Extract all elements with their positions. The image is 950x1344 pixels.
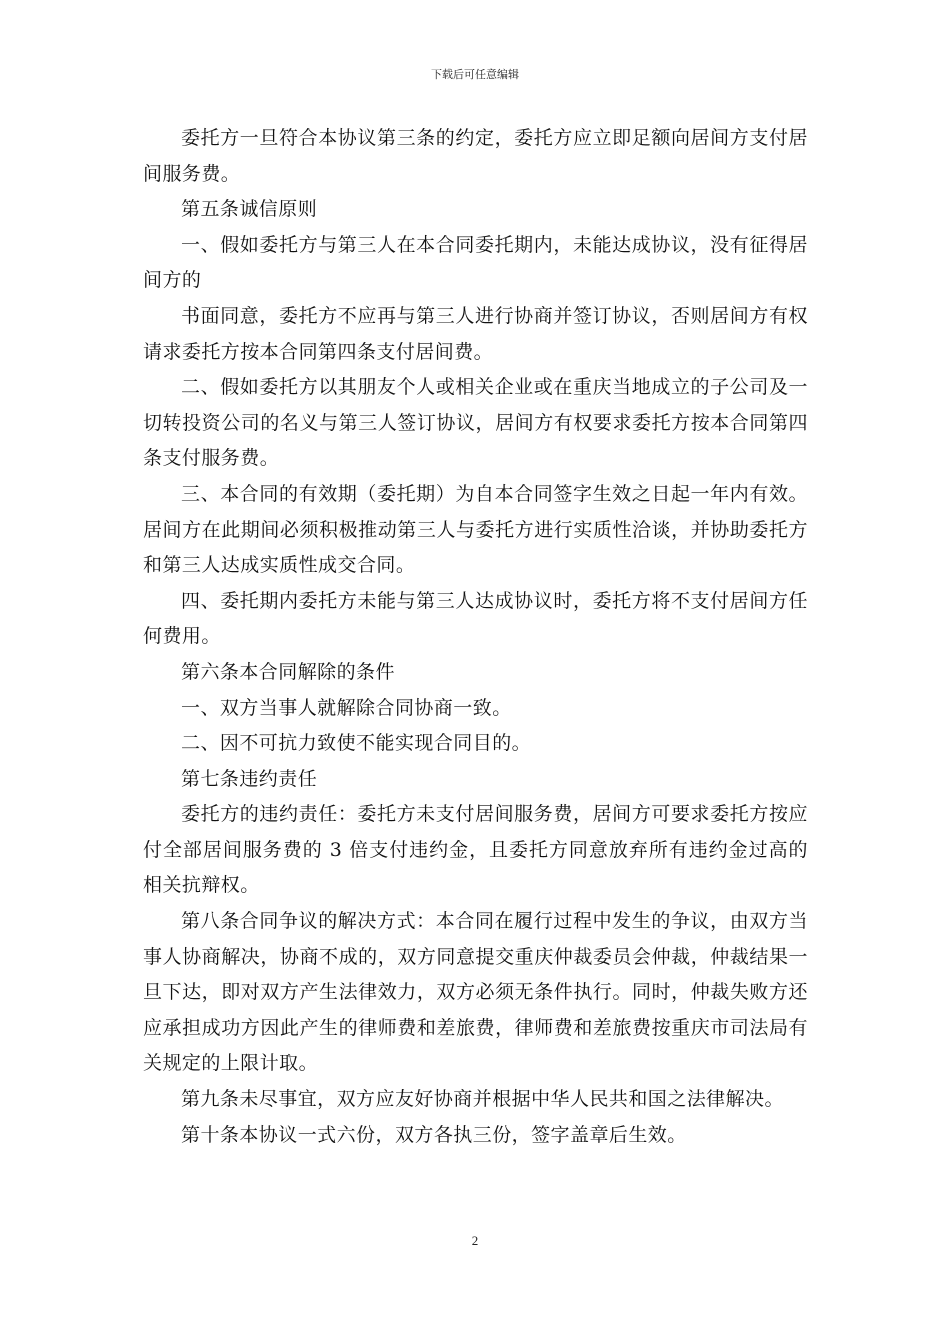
- article-9-unresolved-matters: 第九条未尽事宜，双方应友好协商并根据中华人民共和国之法律解决。: [181, 1088, 784, 1111]
- article-8-dispute-resolution: 第八条合同争议的解决方式：本合同在履行过程中发生的争议，由双方当事人协商解决，协商不成的，双方同意提交重庆仲裁委员会仲裁，仲裁结果一旦下达，即对双方产生法律效力，双方必须无条件执行。同时，仲裁失败方还应承担成功方因此产生的律师费和差旅费，律师费和差旅费按重庆市司法局有关规定的上限计取。: [143, 910, 808, 1075]
- paragraph-5-1: 一、假如委托方与第三人在本合同委托期内，未能达成协议，没有征得居间方的: [143, 233, 808, 292]
- paragraph-5-2: 二、假如委托方以其朋友个人或相关企业或在重庆当地成立的子公司及一切转投资公司的名义与第三人签订协议，居间方有权要求委托方按本合同第四条支付服务费。: [143, 376, 808, 470]
- paragraph-7-liability: 委托方的违约责任：委托方未支付居间服务费，居间方可要求委托方按应付全部居间服务费的 3 倍支付违约金，且委托方同意放弃所有违约金过高的相关抗辩权。: [143, 803, 808, 897]
- paragraph-5-3: 三、本合同的有效期（委托期）为自本合同签字生效之日起一年内有效。居间方在此期间必须积极推动第三人与委托方进行实质性洽谈，并协助委托方和第三人达成实质性成交合同。: [143, 482, 808, 577]
- page-number: 2: [471, 1233, 479, 1248]
- paragraph-commission-payment: 委托方一旦符合本协议第三条的约定，委托方应立即足额向居间方支付居间服务费。: [143, 127, 808, 185]
- page-header-note: 下载后可任意编辑: [431, 68, 519, 81]
- document-body: [143, 121, 808, 1153]
- paragraph-6-2: 二、因不可抗力致使不能实现合同目的。: [181, 732, 532, 755]
- article-10-copies: 第十条本协议一式六份，双方各执三份，签字盖章后生效。: [181, 1123, 687, 1146]
- article-7-heading: 第七条违约责任: [181, 767, 318, 790]
- article-6-heading: 第六条本合同解除的条件: [181, 660, 395, 683]
- article-5-heading: 第五条诚信原则: [181, 198, 318, 221]
- paragraph-5-4: 四、委托期内委托方未能与第三人达成协议时，委托方将不支付居间方任何费用。: [143, 589, 808, 648]
- paragraph-6-1: 一、双方当事人就解除合同协商一致。: [181, 696, 512, 719]
- paragraph-5-1-continued: 书面同意，委托方不应再与第三人进行协商并签订协议，否则居间方有权请求委托方按本合同第四条支付居间费。: [143, 304, 808, 363]
